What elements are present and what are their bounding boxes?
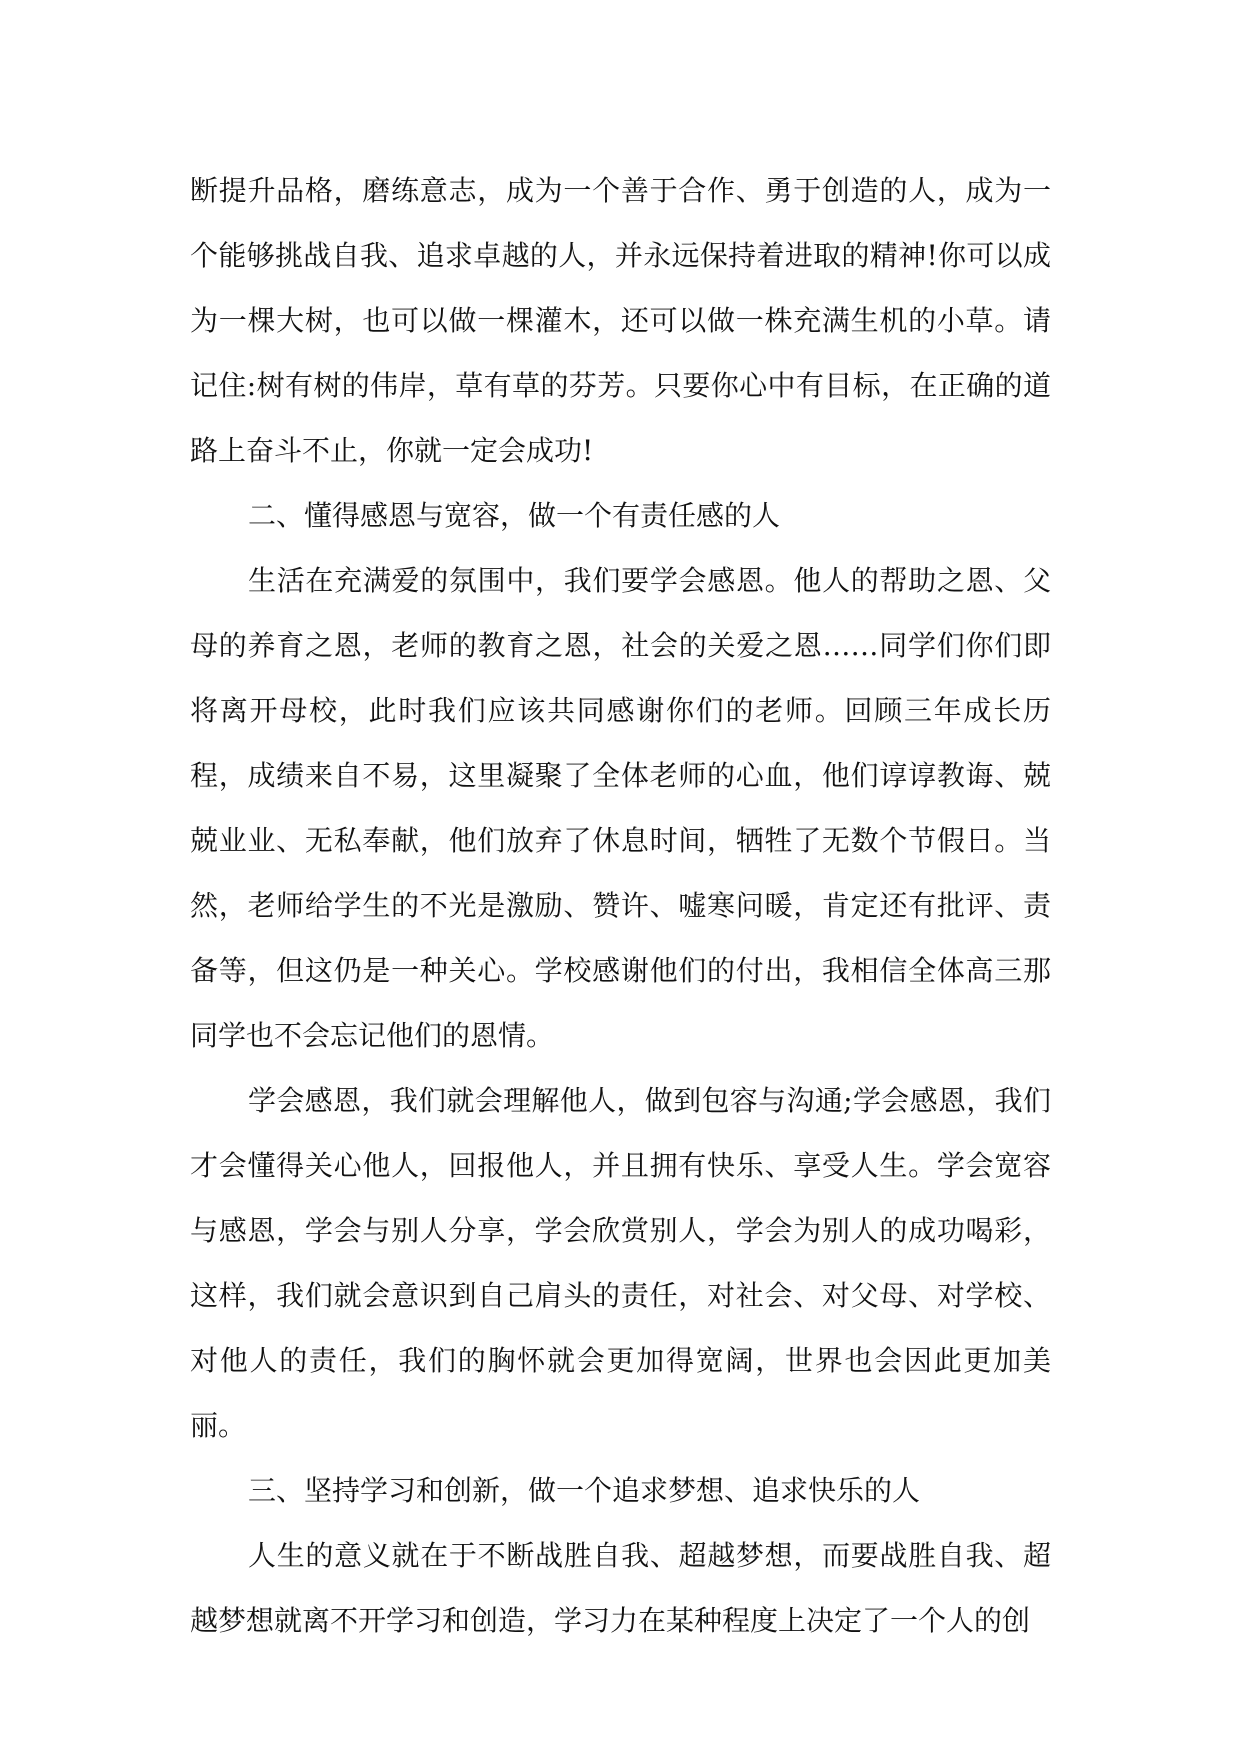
section-heading: 三、坚持学习和创新，做一个追求梦想、追求快乐的人 (248, 1474, 921, 1507)
document-body (190, 158, 1051, 1653)
body-paragraph: 生活在充满爱的氛围中，我们要学会感恩。他人的帮助之恩、父母的养育之恩，老师的教育之恩，社会的关爱之恩……同学们你们即将离开母校，此时我们应该共同感谢你们的老师。回顾三年成长历程，成绩来自不易，这里凝聚了全体老师的心血，他们谆谆教诲、兢兢业业、无私奉献，他们放弃了休息时间，牺牲了无数个节假日。当然，老师给学生的不光是激励、赞许、嘘寒问暖，肯定还有批评、责备等，但这仍是一种关心。学校感谢他们的付出，我相信全体高三那同学也不会忘记他们的恩情。 (190, 564, 1051, 1052)
body-paragraph: 断提升品格，磨练意志，成为一个善于合作、勇于创造的人，成为一个能够挑战自我、追求卓越的人，并永远保持着进取的精神!你可以成为一棵大树，也可以做一棵灌木，还可以做一株充满生机的小草。请记住:树有树的伟岸，草有草的芬芳。只要你心中有目标，在正确的道路上奋斗不止，你就一定会成功! (190, 174, 1051, 467)
section-heading: 二、懂得感恩与宽容，做一个有责任感的人 (248, 499, 781, 532)
body-paragraph: 人生的意义就在于不断战胜自我、超越梦想，而要战胜自我、超越梦想就离不开学习和创造，学习力在某种程度上决定了一个人的创 (190, 1539, 1051, 1637)
body-paragraph: 学会感恩，我们就会理解他人，做到包容与沟通;学会感恩，我们才会懂得关心他人，回报他人，并且拥有快乐、享受人生。学会宽容与感恩，学会与别人分享，学会欣赏别人，学会为别人的成功喝彩，这样，我们就会意识到自己肩头的责任，对社会、对父母、对学校、对他人的责任，我们的胸怀就会更加得宽阔，世界也会因此更加美丽。 (190, 1084, 1051, 1442)
